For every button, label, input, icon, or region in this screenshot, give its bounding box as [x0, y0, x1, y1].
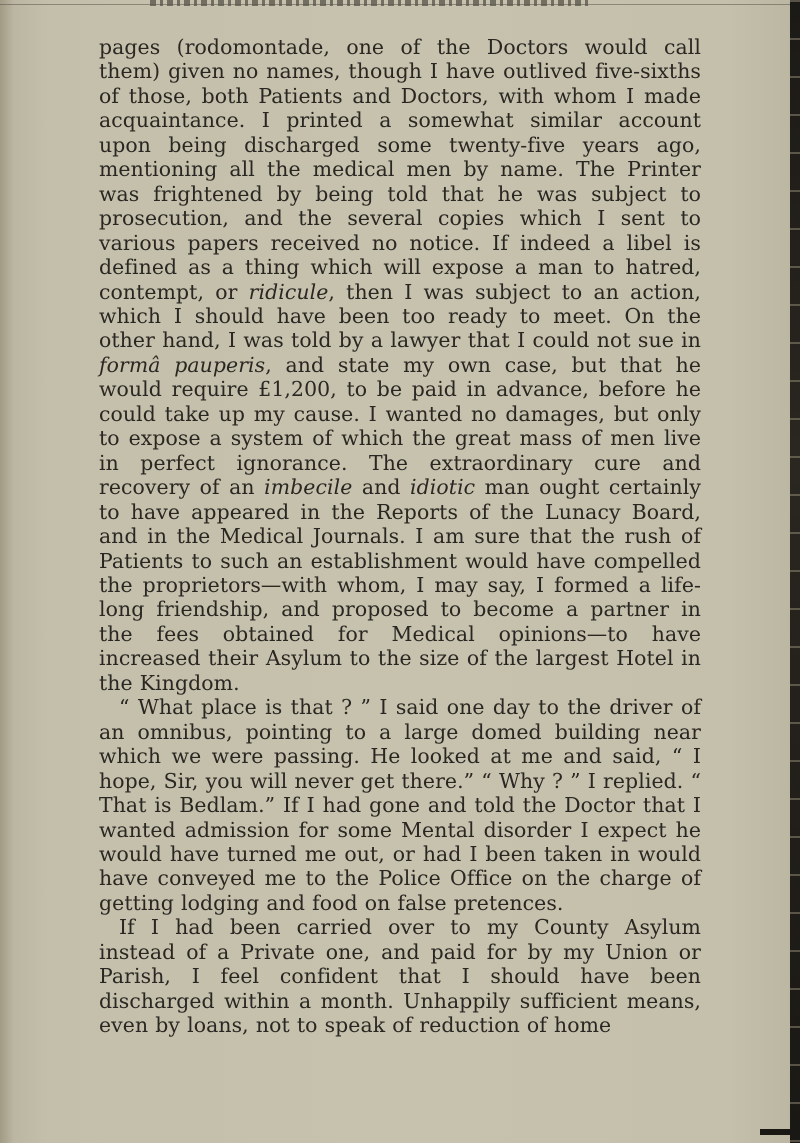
text-run: , and state my own case, but that he would require £1,200, to be paid in advance, before he could take up my cause. I wanted no damages, but only to expose a system of which the great mass of men live in perfect ignorance. The extraordinary cure and recovery of an: [99, 352, 701, 500]
text-run: , then I was subject to an action, which I should have been too ready to meet. On the other hand, I was told by a lawyer that I could not sue in: [99, 279, 701, 353]
paragraph-1: [99, 35, 701, 695]
page-gutter-shadow: [0, 0, 14, 1143]
corner-mark: [760, 1129, 790, 1135]
italic-text: imbecile: [264, 475, 353, 500]
body-text: [99, 35, 701, 1038]
paragraph-2: [99, 695, 701, 915]
cropped-previous-line: [150, 0, 590, 6]
page-edge-texture: [790, 0, 800, 1143]
text-run: pages (rodomontade, one of the Doctors would call them) given no names, though I have outlived five-sixths of those, both Patients and Doctors, with whom I made acquaintance. I printed a somewhat similar account upon being discharged some twenty-five years ago, mentioning all the medical men by name. The Printer was frightened by being told that he was subject to prosecution, and the several copies which I sent to various papers received no notice. If indeed a libel is defined as a thing which will expose a man to hatred, contempt, or: [99, 35, 701, 304]
text-run: “ What place is that ? ” I said one day to the driver of an omnibus, pointing to a large domed building near which we were passing. He looked at me and said, “ I hope, Sir, you will never get there.” “ Why ? ” I replied. “ That is Bedlam.” If I had gone and told the Doctor that I wanted admission for some Mental disorder I expect he would have turned me out, or had I been taken in would have conveyed me to the Police Office on the charge of getting lodging and food on false pretences.: [99, 695, 701, 915]
italic-text: formâ pauperis: [99, 352, 266, 377]
paragraph-3: [99, 915, 701, 1037]
text-run: and: [352, 475, 410, 500]
italic-text: ridicule: [248, 279, 329, 304]
text-run: man ought certainly to have appeared in the Reports of the Lunacy Board, and in the Medical Journals. I am sure that the rush of Patients to such an establishment would have compelled the proprietors—with whom, I may say, I formed a life-long friendship, and proposed to become a partner in the fees obtained for Medical opinions—to have increased their Asylum to the size of the largest Hotel in the Kingdom.: [99, 475, 702, 695]
text-run: If I had been carried over to my County Asylum instead of a Private one, and paid for by my Union or Parish, I feel confident that I should have been discharged within a month. Unhappily sufficient means, even by loans, not to speak of reduction of home: [99, 915, 701, 1038]
italic-text: idiotic: [410, 475, 476, 500]
top-edge-line: [0, 4, 790, 5]
